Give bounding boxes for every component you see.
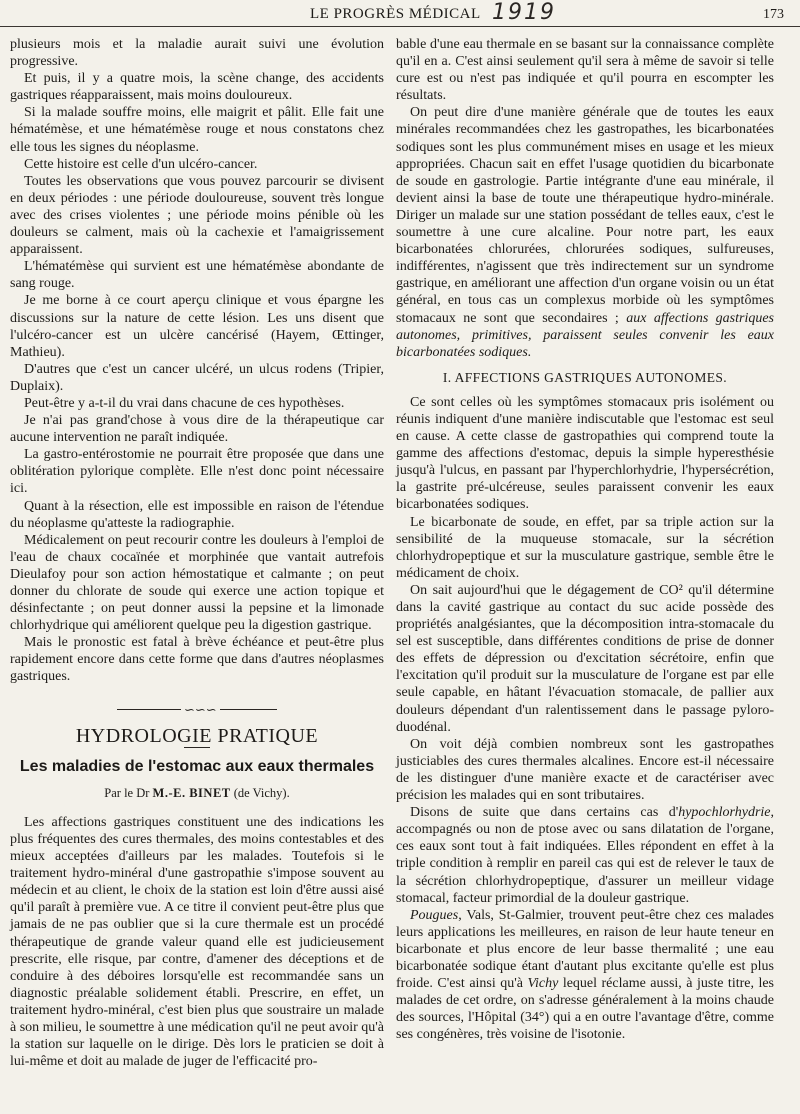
paragraph: On voit déjà combien nombreux sont les gastropathes justiciables des cures thermales alcalines. Encore est-il nécessaire de les distinguer d'une manière exacte et de caractériser avec précision les malades qui en sont tributaires.	[396, 736, 774, 804]
paragraph-text: On peut dire d'une manière générale que de toutes les eaux minérales recommandées chez les gastropathes, les bicarbonatées sodiques sont les plus communément mises en usage et les mieux appropriées. Chacun sait en effet l'usage quotidien du bicarbonate de soude en gastrologie. Partie intégrante d'une eau minérale, il devient ainsi la base de toute une thérapeutique hydro-minérale. Diriger un malade sur une station possédant de telles eaux, c'est le soumettre à une cure alcaline. Pour notre part, les eaux bicarbonatées chlorurées, chlorurées sodiques, sulfureuses, indifférentes, n'agissent que très indirectement sur un syndrome gastrique, en améliorant une affection d'un organe voisin ou un état général, en tous cas un complexus morbide où les symptômes stomacaux ne sont que secondaires ;	[396, 105, 774, 326]
byline	[10, 785, 384, 802]
italic-term: Vichy	[527, 976, 559, 992]
paragraph: Ce sont celles où les symptômes stomacaux pris isolément ou réunis indiquent d'une manière indiscutable que l'estomac est seul en cause. A cette classe de gastropathies qui comprend toute la gamme des affections d'estomac, depuis la simple hyperesthésie jusqu'à l'ulcus, en passant par l'hyperchlorhydrie, l'hypersécrétion, la gastrite pré-ulcéreuse, seules paraissent convenir les eaux bicarbonatées sodiques.	[396, 394, 774, 513]
byline-prefix: Par le Dr	[104, 785, 150, 800]
paragraph	[396, 104, 774, 360]
paragraph	[396, 907, 774, 1044]
right-column	[396, 36, 774, 1043]
paragraph: On sait aujourd'hui que le dégagement de CO² qu'il détermine dans la cavité gastrique au contact du suc acide possède des propriétés analgésiantes, que la décomposition intra-stomacale du sel est susceptible, dans différentes conditions de prise de donner des effets de dépression ou d'excitation sécrétoire, enfin que l'excitation qu'il produit sur la musculature de l'organe est par elle seule capable, en hâtant l'évacuation stomacale, de pallier aux douleurs dépendant d'un ralentissement dans le passage pyloro-duodénal.	[396, 582, 774, 735]
paragraph: Médicalement on peut recourir contre les douleurs à l'emploi de l'eau de chaux cocaïnée et morphinée que vantait autrefois Dieulafoy pour son action hémostatique et calmante ; on peut donner du chlorate de soude qui exerce une action topique et désinfectante ; on peut donner aussi la pepsine et la limonade chlorhydrique qui améliorent quelque peu la digestion gastrique.	[10, 532, 384, 634]
paragraph: D'autres que c'est un cancer ulcéré, un ulcus rodens (Tripier, Duplaix).	[10, 361, 384, 394]
paragraph: L'hématémèse qui survient est une hématémèse abondante de sang rouge.	[10, 259, 384, 292]
italic-conclusion: aux affections gastriques autonomes, primitives, paraissent seules convenir les eaux bicarbonatées sodiques.	[396, 310, 774, 360]
subsection-heading: I. AFFECTIONS GASTRIQUES AUTONOMES.	[442, 369, 728, 385]
italic-term: Pougues	[410, 907, 459, 923]
paragraph-text: , accompagnés ou non de ptose avec ou sans dilatation de l'organe, ces eaux sont tout à fait indiquées. Elles répondent en effet à la triple condition à remplir en pareil cas qui est de relever le taux de la sécrétion chlorhydropeptique, d'assurer un meilleur vidage stomacal, facteur primordial de la douleur gastrique.	[396, 805, 774, 906]
article-title: Les maladies de l'estomac aux eaux thermales	[19, 757, 375, 775]
divider	[184, 747, 210, 748]
journal-title: LE PROGRÈS MÉDICAL	[310, 6, 481, 22]
paragraph	[396, 804, 774, 907]
byline-author: M.-E. BINET	[152, 785, 231, 800]
paragraph: plusieurs mois et la maladie aurait suivi une évolution progressive.	[10, 37, 384, 70]
ornamental-rule	[117, 701, 277, 717]
paragraph-text: Disons de suite que dans certains cas d'	[410, 805, 679, 821]
paragraph: bable d'une eau thermale en se basant sur la connaissance complète qu'il en a. C'est ainsi seulement qu'il sera à même de savoir si telle cure est ou n'est pas indiquée et qu'il pourra en escompter les résultats.	[396, 37, 774, 104]
page-number: 173	[763, 7, 784, 22]
paragraph: Le bicarbonate de soude, en effet, par sa triple action sur la sensibilité de la muqueuse stomacale, sur la sécrétion chlorhydropeptique et sur la musculature gastrique, semble être le médicament de choix.	[396, 514, 774, 581]
paragraph: Cette histoire est celle d'un ulcéro-cancer.	[24, 156, 258, 172]
paragraph-text: lequel réclame aussi, à juste titre, les malades de cet ordre, on s'adresse généralement à la moins chaude des sources, l'Hôpital (34°) qui a en outre l'avantage d'être, comme ses congénères, très voisine de l'isotonie.	[396, 976, 775, 1043]
article-paragraph: Les affections gastriques constituent une des indications les plus fréquentes des cures thermales, des moins contestables et des mieux acceptées d'ailleurs par les malades. Toutefois si le traitement hydro-minéral d'une gastropathie s'impose souvent au médecin et au client, le choix de la station est loin d'être aussi aisé qu'il paraît à première vue. A ce titre il convient peut-être plus que jamais de ne pas oublier que si la cure thermale est un procédé thérapeutique de grande valeur quand elle est judicieusement prescrite, elle risque, par contre, d'amener des déceptions et de conduire à des déboires lorsqu'elle est recommandée sans un diagnostic préalable solidement établi. Prescrire, en effet, un traitement hydro-minéral, c'est bien plus que soustraire un malade à son milieu, le soumettre à une médication qu'il ne peut avoir qu'à la station sur laquelle on le dirige. Dès lors le praticien se doit à lui-même et doit au malade de juger de l'efficacité pro-	[10, 814, 384, 1070]
byline-place: (de Vichy).	[233, 785, 290, 800]
ornament: ∽∽∽	[181, 701, 220, 718]
paragraph: Et puis, il y a quatre mois, la scène change, des accidents gastriques réapparaissent, mais moins douloureux.	[10, 71, 384, 104]
handwritten-year: 1919	[492, 0, 556, 25]
section-title: HYDROLOGIE PRATIQUE	[75, 724, 319, 747]
italic-term: hypochlorhydrie	[678, 805, 771, 821]
paragraph: Mais le pronostic est fatal à brève échéance et peut-être plus rapidement encore dans cette forme que dans d'autres néoplasmes gastriques.	[10, 635, 384, 685]
left-column	[10, 36, 384, 1070]
paragraph: Quant à la résection, elle est impossible en raison de l'étendue du néoplasme qu'atteste la radiographie.	[10, 498, 384, 531]
page-header	[0, 0, 800, 27]
paragraph-text: , Vals, St-Galmier, trouvent peut-être chez ces malades leurs applications les meilleures, en raison de leur haute teneur en bicarbonate et plus encore de leur basse thermalité ; une eau bicarbonatée sodique étant d'autant plus excitante qu'elle est plus froide. C'est ainsi qu'à	[396, 907, 774, 992]
paragraph: Je me borne à ce court aperçu clinique et vous épargne les discussions sur la nature de cette lésion. Les uns disent que l'ulcéro-cancer est un ulcère cancérisé (Hayem, Œttinger, Mathieu).	[10, 293, 384, 360]
paragraph: Si la malade souffre moins, elle maigrit et pâlit. Elle fait une hématémèse, et une hématémèse rouge et nous constatons chez elle tous les signes du néoplasme.	[10, 105, 384, 155]
paragraph: Toutes les observations que vous pouvez parcourir se divisent en deux périodes : une période douloureuse, souvent très longue avec des crises violentes ; une période moins pénible où les douleurs se calment, mais où la cachexie et l'amaigrissement apparaissent.	[10, 173, 384, 258]
paragraph: Je n'ai pas grand'chose à vous dire de la thérapeutique car aucune intervention ne paraît indiquée.	[10, 413, 384, 446]
paragraph: Peut-être y a-t-il du vrai dans chacune de ces hypothèses.	[24, 395, 345, 411]
paragraph: La gastro-entérostomie ne pourrait être proposée que dans une oblitération pylorique complète. Elle n'est donc point nécessaire ici.	[10, 447, 384, 497]
